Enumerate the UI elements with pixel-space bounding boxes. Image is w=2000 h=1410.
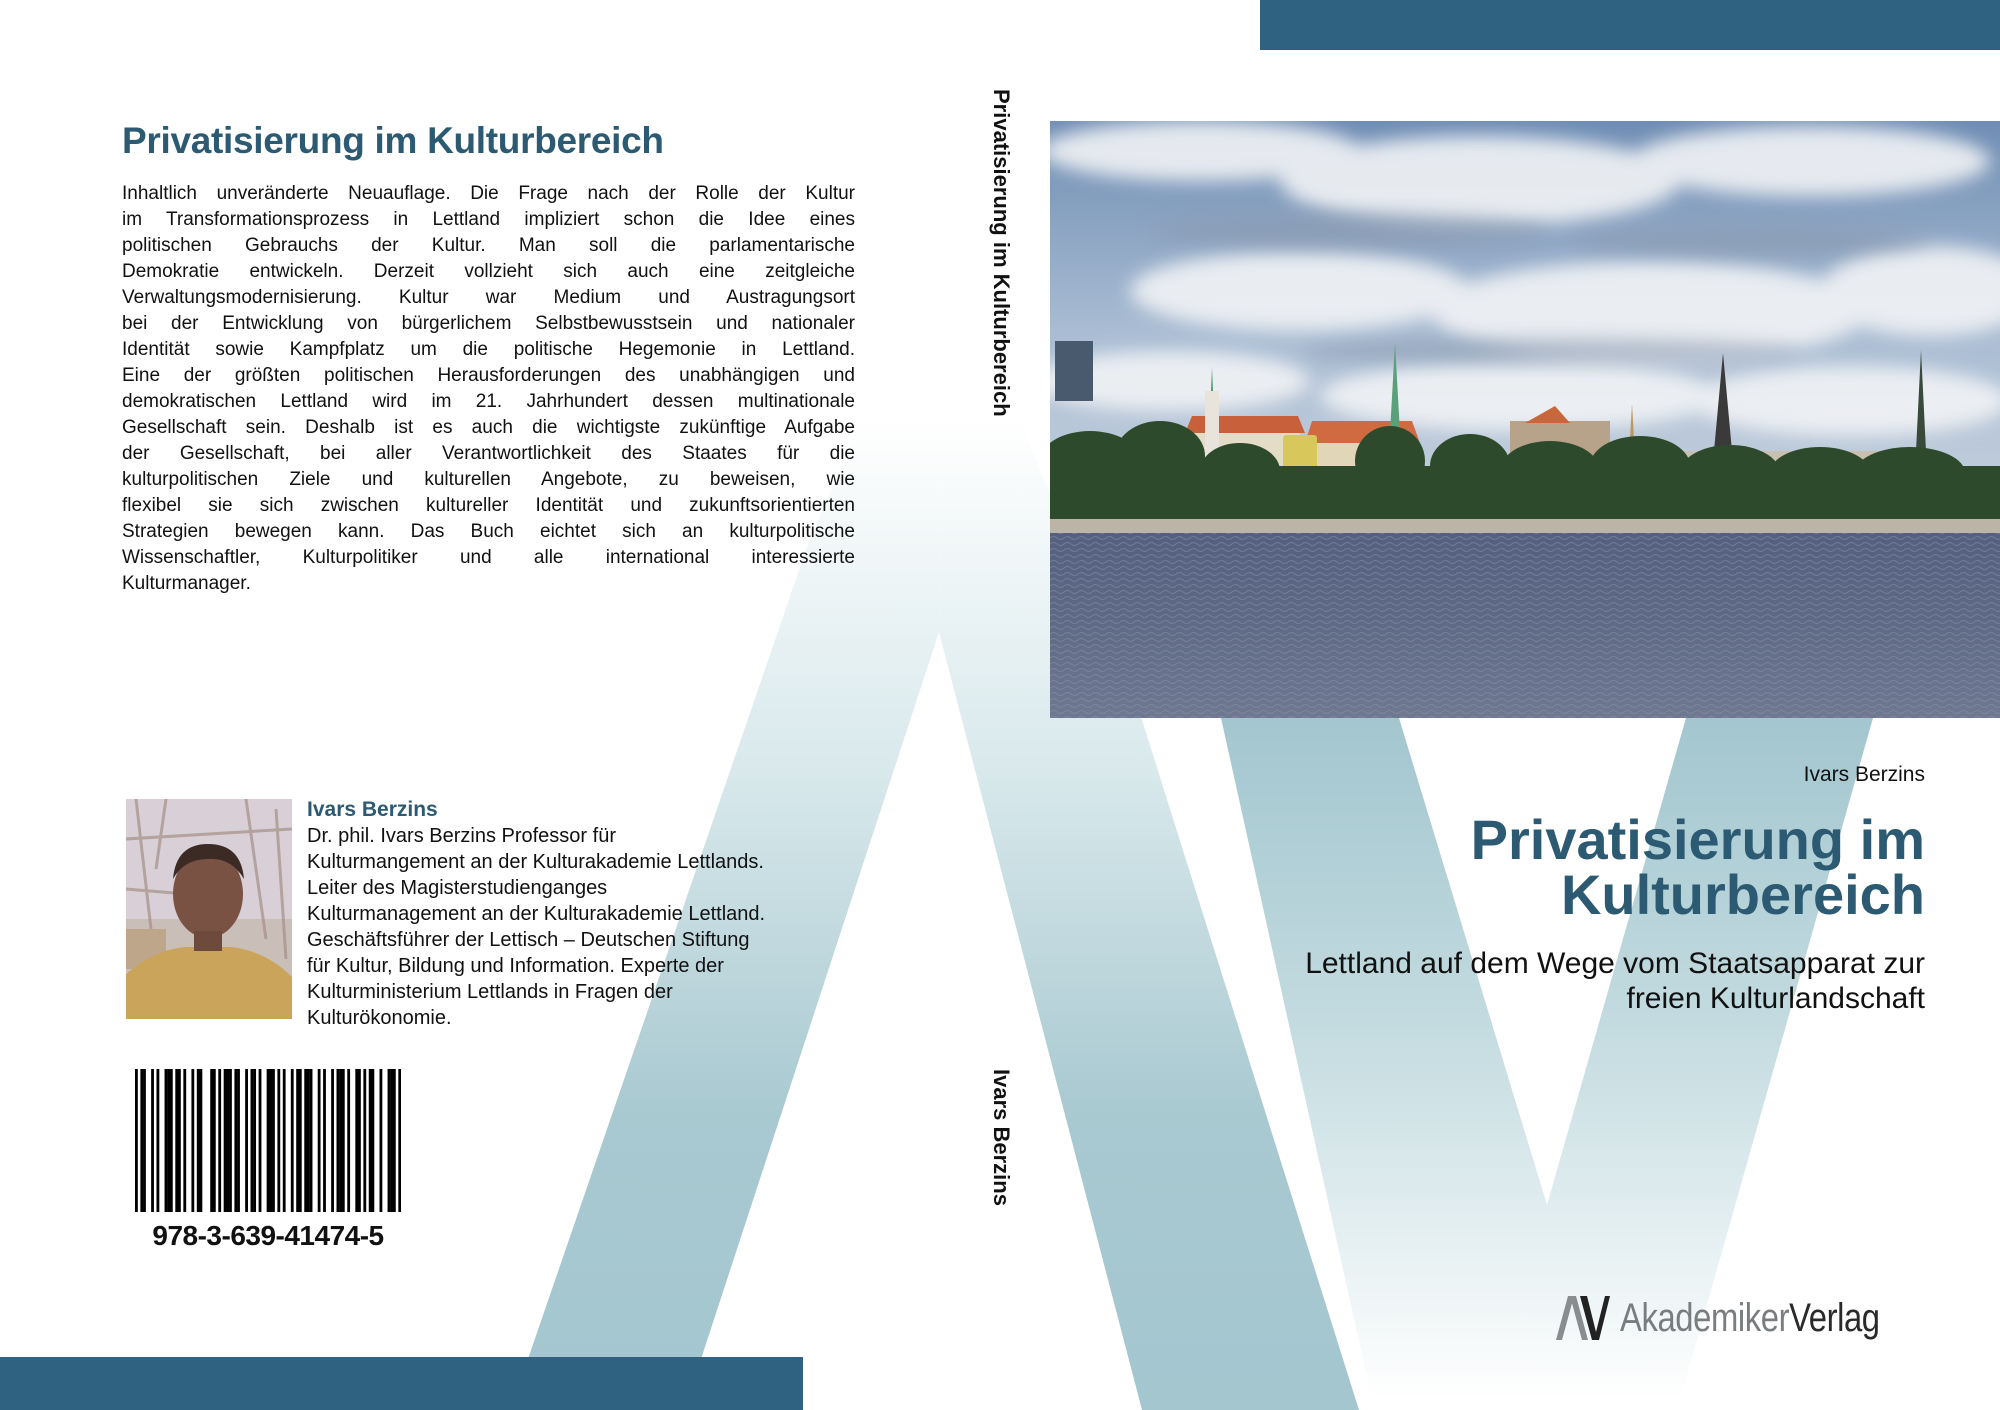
barcode-bar — [156, 1069, 159, 1212]
cover-photo-riga-skyline — [1050, 121, 2000, 718]
front-title — [1470, 808, 1925, 926]
blurb-line: Demokratie entwickeln. Derzeit vollzieht sich auch eine zeitgleiche — [122, 261, 855, 282]
barcode-bar — [143, 1069, 146, 1212]
barcode-bar — [140, 1069, 143, 1212]
barcode-bar — [218, 1069, 221, 1212]
barcode-bar — [210, 1069, 213, 1212]
barcode-bar — [224, 1069, 227, 1212]
barcode-bar — [237, 1069, 240, 1212]
barcode-bar — [307, 1069, 310, 1212]
barcode-bar — [388, 1069, 391, 1212]
blurb-line: im Transformationsprozess in Lettland impliziert schon die Idee eines — [122, 209, 855, 230]
barcode-bar — [358, 1069, 361, 1212]
barcode-bar — [229, 1069, 232, 1212]
front-title-line: Privatisierung im — [1470, 808, 1925, 871]
blurb-line: Gesellschaft sein. Deshalb ist es auch die wichtigste zukünftige Aufgabe — [122, 417, 855, 438]
isbn-number: 978-3-639-41474-5 — [152, 1220, 384, 1251]
barcode-bar — [170, 1069, 173, 1212]
barcode-bar — [269, 1069, 272, 1212]
barcode-bar — [197, 1069, 200, 1212]
barcode-bar — [337, 1069, 340, 1212]
bio-line: Leiter des Magisterstudienganges — [307, 877, 608, 899]
barcode-bar — [277, 1069, 280, 1212]
barcode-bar — [371, 1069, 374, 1212]
blurb-line: bei der Entwicklung von bürgerlichem Selbstbewusstsein und nationaler — [122, 313, 855, 334]
bottom-accent-bar — [0, 1357, 803, 1410]
front-author: Ivars Berzins — [1803, 763, 1925, 786]
barcode-bar — [363, 1069, 366, 1212]
barcode-bar — [272, 1069, 275, 1212]
barcode-bar — [213, 1069, 216, 1212]
barcode-bar — [323, 1069, 326, 1212]
barcode-bar — [331, 1069, 334, 1212]
bio-line: Dr. phil. Ivars Berzins Professor für — [307, 825, 616, 847]
barcode-bar — [226, 1069, 229, 1212]
blurb-line: politischen Gebrauchs der Kultur. Man soll die parlamentarische — [122, 235, 855, 256]
bio-line: Kulturministerium Lettlands in Fragen der — [307, 981, 673, 1003]
barcode-bar — [398, 1069, 401, 1212]
barcode — [135, 1069, 401, 1212]
bio-line: Kulturmanagement an der Kulturakademie Lettland. — [307, 903, 766, 925]
av-logo-icon — [1556, 1296, 1610, 1340]
author-photo — [126, 799, 292, 1019]
blurb-line: der Gesellschaft, bei aller Verantwortlichkeit des Staates für die — [122, 443, 855, 464]
publisher-logo — [1556, 1293, 1937, 1343]
barcode-bar — [283, 1069, 286, 1212]
back-cover-blurb — [122, 181, 855, 597]
barcode-bar — [310, 1069, 313, 1212]
bio-line: für Kultur, Bildung und Information. Experte der — [307, 955, 724, 977]
barcode-bar — [151, 1069, 154, 1212]
barcode-bar — [296, 1069, 299, 1212]
barcode-bar — [299, 1069, 302, 1212]
barcode-bar — [380, 1069, 383, 1212]
blurb-line: Verwaltungsmodernisierung. Kultur war Medium und Austragungsort — [122, 287, 855, 308]
publisher-name-part1: Akademiker — [1620, 1295, 1790, 1340]
barcode-bar — [318, 1069, 321, 1212]
blurb-line: Inhaltlich unveränderte Neuauflage. Die Frage nach der Rolle der Kultur — [122, 183, 855, 204]
barcode-bar — [347, 1069, 350, 1212]
barcode-bar — [355, 1069, 358, 1212]
back-cover-title: Privatisierung im Kulturbereich — [122, 120, 664, 161]
barcode-bar — [178, 1069, 181, 1212]
publisher-name-part2: Verlag — [1789, 1295, 1880, 1340]
blurb-line: Wissenschaftler, Kulturpolitiker und alle international interessierte — [122, 547, 855, 568]
barcode-bar — [199, 1069, 202, 1212]
bio-line: Kulturökonomie. — [307, 1007, 452, 1029]
barcode-bar — [369, 1069, 372, 1212]
barcode-bar — [342, 1069, 345, 1212]
barcode-bar — [183, 1069, 186, 1212]
barcode-bar — [175, 1069, 178, 1212]
blurb-line: Kulturmanager. — [122, 573, 251, 594]
barcode-bar — [234, 1069, 237, 1212]
blurb-line: Strategien bewegen kann. Das Buch eichtet sich an kulturpolitische — [122, 521, 855, 542]
spine-title: Privatisierung im Kulturbereich — [989, 89, 1014, 417]
barcode-bar — [251, 1069, 254, 1212]
barcode-bar — [167, 1069, 170, 1212]
barcode-bar — [165, 1069, 168, 1212]
author-bio-name: Ivars Berzins — [307, 798, 438, 821]
blurb-line: Identität sowie Kampfplatz um die politische Hegemonie in Lettland. — [122, 339, 855, 360]
blurb-line: kulturpolitischen Ziele und kulturellen Angebote, zu beweisen, wie — [122, 469, 855, 490]
barcode-bar — [304, 1069, 307, 1212]
front-subtitle-line: freien Kulturlandschaft — [1626, 982, 1925, 1015]
barcode-bar — [191, 1069, 194, 1212]
front-title-line: Kulturbereich — [1560, 863, 1925, 926]
spine-author: Ivars Berzins — [989, 1069, 1014, 1206]
bio-line: Geschäftsführer der Lettisch – Deutschen Stiftung — [307, 929, 750, 951]
bio-line: Kulturmangement an der Kulturakademie Lettlands. — [307, 851, 764, 873]
blurb-line: demokratischen Lettland wird im 21. Jahrhundert dessen multinationale — [122, 391, 855, 412]
author-bio — [307, 797, 867, 1031]
barcode-bar — [393, 1069, 396, 1212]
barcode-bar — [253, 1069, 256, 1212]
barcode-bar — [135, 1069, 138, 1212]
publisher-name — [1620, 1296, 1880, 1341]
front-subtitle-line: Lettland auf dem Wege vom Staatsapparat zur — [1305, 947, 1925, 980]
barcode-bar — [259, 1069, 262, 1212]
barcode-bar — [245, 1069, 248, 1212]
blurb-line: Eine der größten politischen Herausforderungen des unabhängigen und — [122, 365, 855, 386]
barcode-bar — [339, 1069, 342, 1212]
barcode-bar — [291, 1069, 294, 1212]
blurb-line: flexibel sie sich zwischen kultureller Identität und zukunftsorientierten — [122, 495, 855, 516]
front-subtitle — [1305, 946, 1925, 1016]
top-accent-bar — [1260, 0, 2000, 50]
barcode-bar — [267, 1069, 270, 1212]
barcode-bar — [390, 1069, 393, 1212]
